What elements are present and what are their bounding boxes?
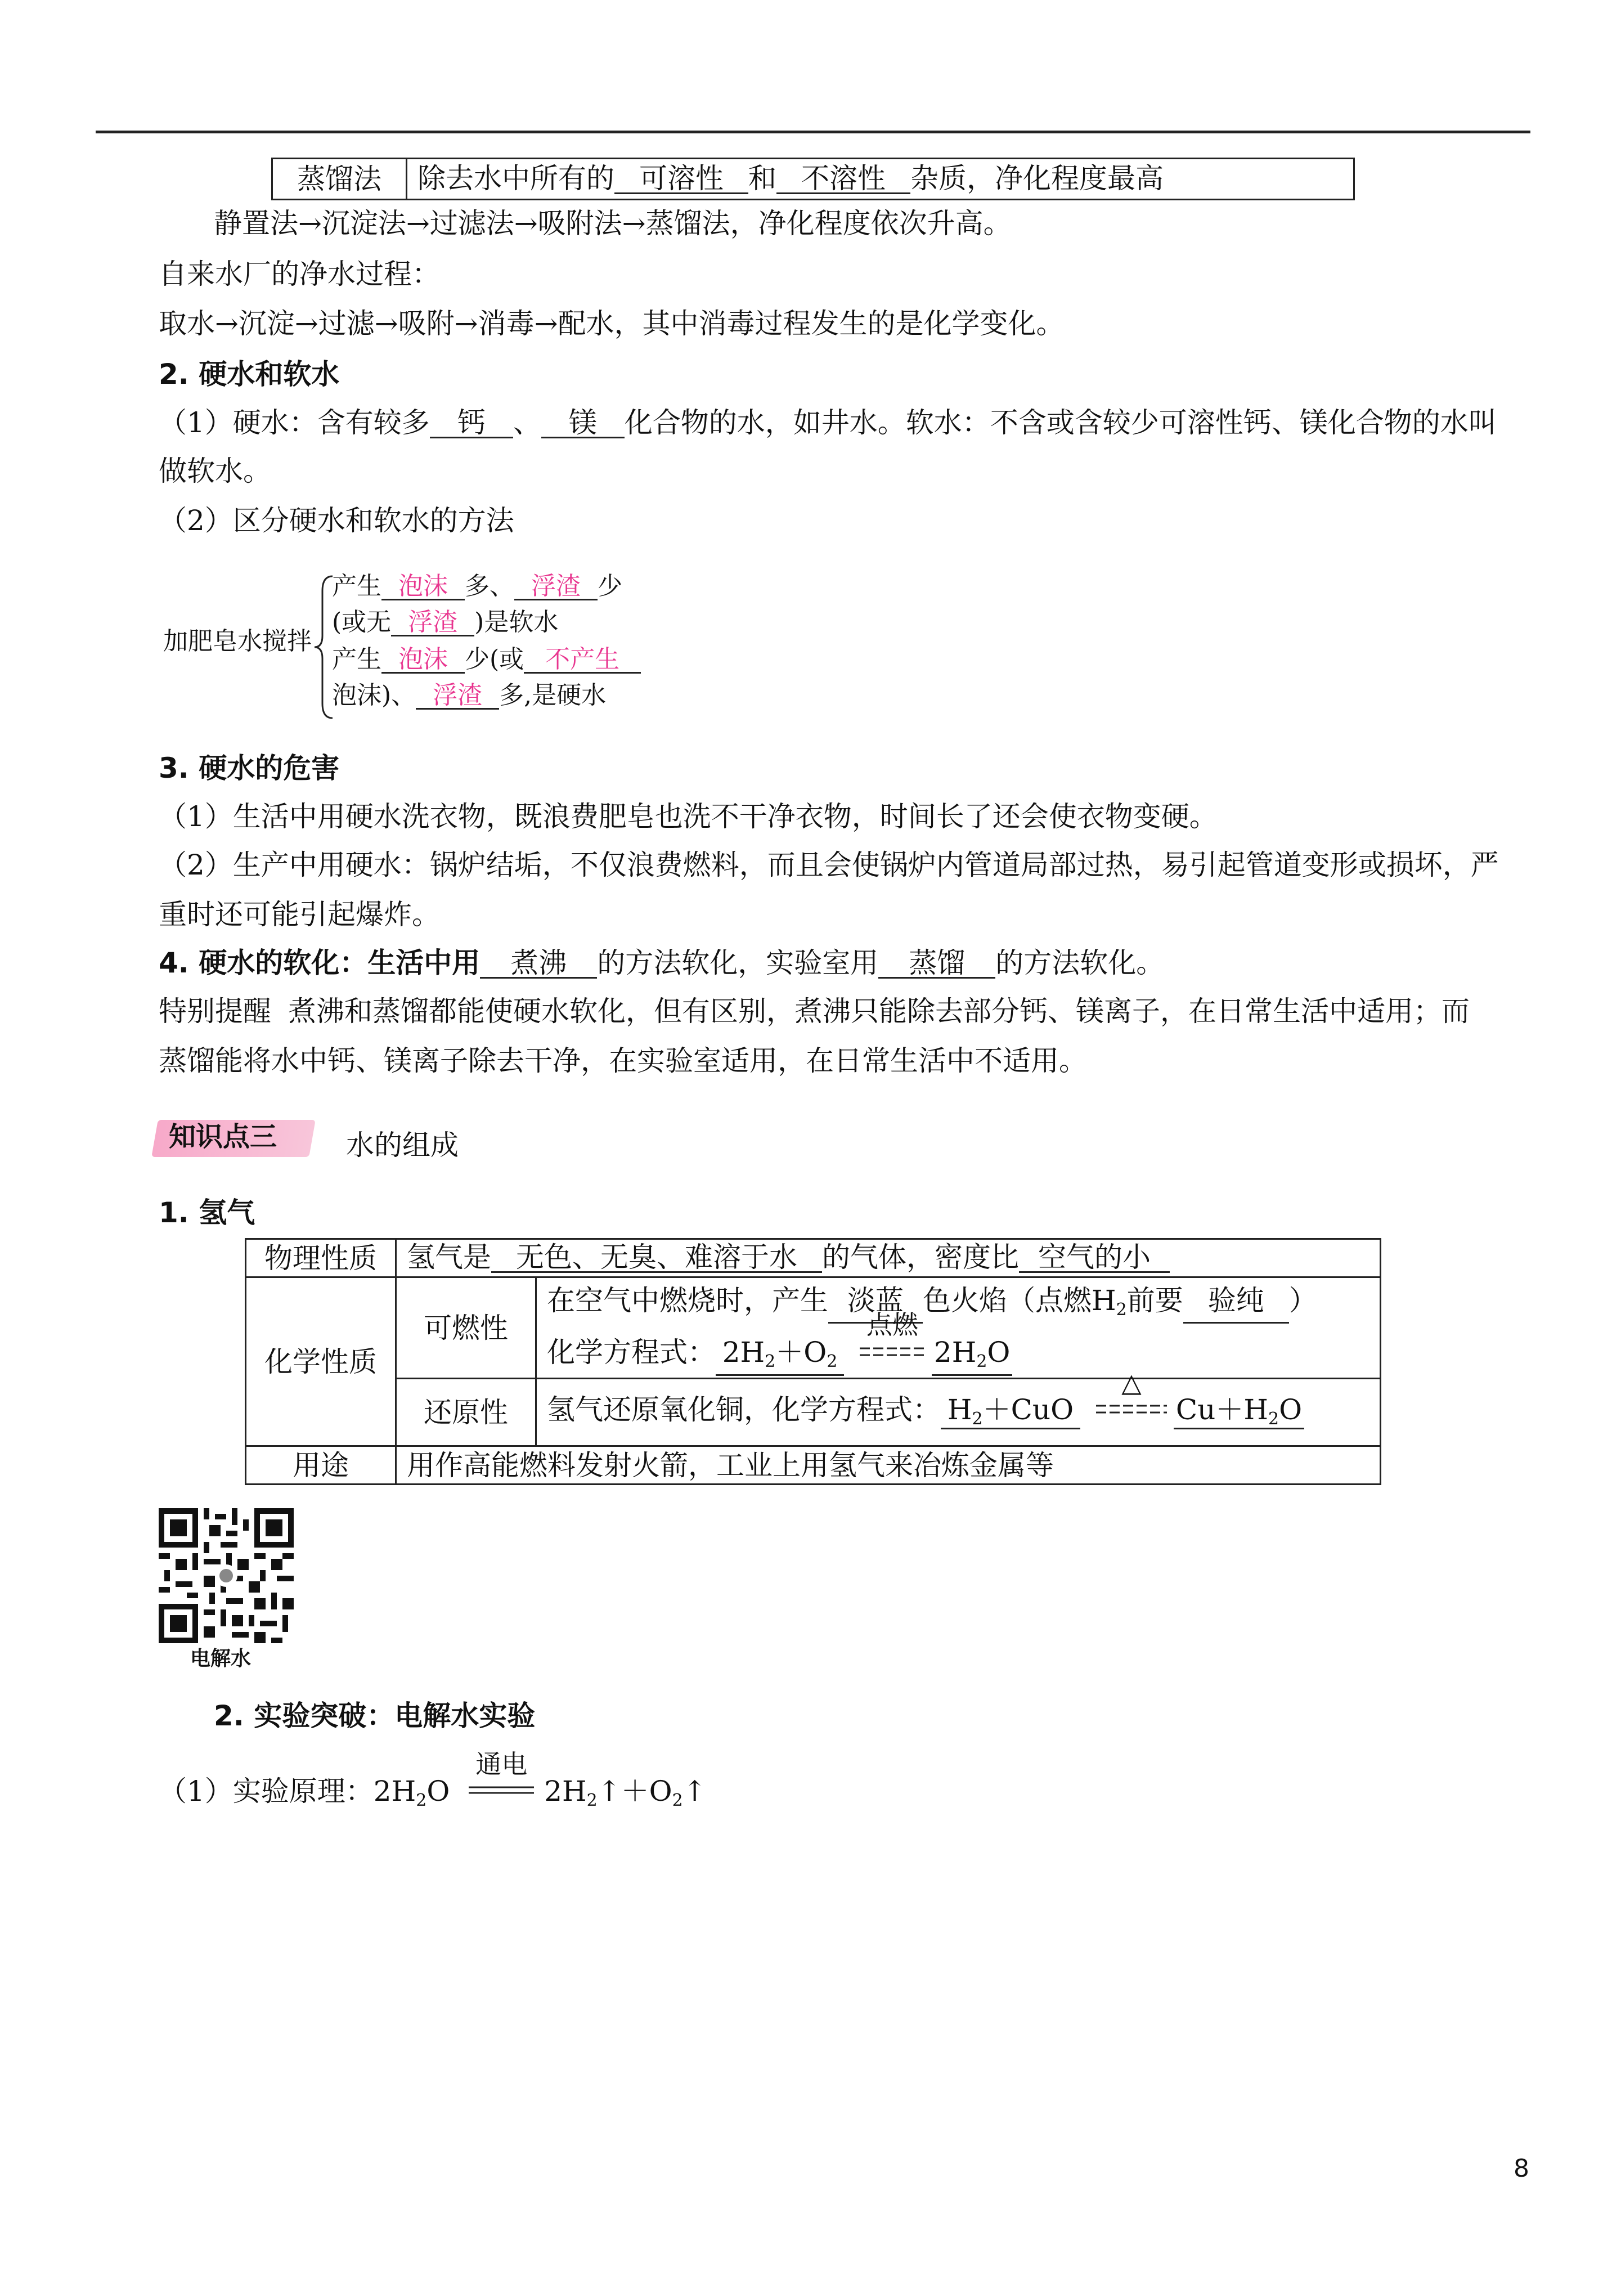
comb-line-2 <box>547 1310 1369 1376</box>
blank-density: 空气的小 <box>1019 1243 1170 1273</box>
blank-foam-2: 泡沫 <box>381 647 465 674</box>
experiment-principle <box>159 1749 707 1810</box>
soap-row-2 <box>332 610 558 636</box>
comb-h2-sub: 2 <box>1116 1300 1127 1320</box>
comb-f: ） <box>1288 1284 1317 1317</box>
soften-c: 的方法软化，实验室用 <box>597 947 879 979</box>
blank-phys-props: 无色、无臭、难溶于水 <box>491 1243 822 1273</box>
red-left-blank <box>941 1393 1080 1429</box>
harm-title: 3. 硬水的危害 <box>159 752 340 784</box>
distinguish-title: （2）区分硬水和软水的方法 <box>159 504 514 537</box>
blank-foam-1: 泡沫 <box>381 574 465 600</box>
harm-p2b: 重时还可能引起爆炸。 <box>159 898 440 931</box>
soap-r1-c: 多、 <box>465 572 514 600</box>
soap-row-4 <box>332 683 606 710</box>
phys-label: 物理性质 <box>264 1241 377 1275</box>
desc-pre: 除去水中所有的 <box>417 162 614 195</box>
qr-caption: 电解水 <box>190 1647 252 1670</box>
section-title: 水的组成 <box>346 1129 459 1162</box>
tip-text-1: 煮沸和蒸馏都能使硬水软化，但有区别，煮沸只能除去部分钙、镁离子，在日常生活中适用；而 <box>288 995 1470 1028</box>
hydrogen-title: 1. 氢气 <box>159 1196 255 1229</box>
use-label-cell <box>246 1446 396 1485</box>
header-rule <box>96 131 1530 133</box>
tip-line-1 <box>159 995 1470 1028</box>
chem-label: 化学性质 <box>264 1345 377 1378</box>
eq1-right: 2H <box>933 1336 977 1369</box>
blank-flame-color: 淡蓝 <box>828 1280 923 1324</box>
soap-r3-c: 少(或 <box>465 645 524 674</box>
principle-a: （1）实验原理：2H <box>159 1775 416 1808</box>
comb-content <box>536 1277 1381 1379</box>
comb-c: 色火焰（点燃 <box>923 1284 1092 1317</box>
distillation-table <box>271 158 1355 200</box>
eq1-left: 2H <box>722 1336 765 1369</box>
blank-magnesium: 镁 <box>541 409 625 438</box>
hard-def-sep: 、 <box>513 406 541 439</box>
hard-def-a: （1）硬水：含有较多 <box>159 406 430 439</box>
blank-insoluble: 不溶性 <box>776 164 910 194</box>
desc-mid: 和 <box>748 162 776 195</box>
principle-sub-c: 2 <box>672 1791 683 1810</box>
harm-p1: （1）生活中用硬水洗衣物，既浪费肥皂也洗不干净衣物，时间长了还会使衣物变硬。 <box>159 800 1218 833</box>
phys-a: 氢气是 <box>407 1241 491 1273</box>
principle-b: O <box>426 1775 450 1808</box>
use-content <box>396 1446 1381 1485</box>
comb-a: 在空气中燃烧时，产生 <box>547 1284 828 1317</box>
hard-water-title: 2. 硬水和软水 <box>159 358 340 391</box>
eq1-sub-c: 2 <box>976 1352 987 1371</box>
plant-title: 自来水厂的净水过程： <box>159 258 440 290</box>
red-left-cuo: ＋CuO <box>982 1393 1074 1426</box>
soap-row-3 <box>332 647 641 674</box>
plant-steps: 取水→沉淀→过滤→吸附→消毒→配水，其中消毒过程发生的是化学变化。 <box>159 307 1065 340</box>
eq1-right-o: O <box>987 1336 1011 1369</box>
eq1-label: 化学方程式： <box>547 1336 716 1369</box>
harm-p2a: （2）生产中用硬水：锅炉结垢，不仅浪费燃料，而且会使锅炉内管道局部过热，易引起管道变形或损坏，严 <box>159 849 1499 881</box>
red-a: 氢气还原氧化铜，化学方程式： <box>547 1393 941 1426</box>
blank-scum-3: 浮渣 <box>416 683 499 710</box>
use-label: 用途 <box>293 1449 349 1482</box>
soap-r4-c: 多,是硬水 <box>499 681 607 710</box>
red-content <box>536 1367 1381 1446</box>
soap-r1-e: 少 <box>598 572 622 600</box>
red-sub-a: 2 <box>972 1409 983 1429</box>
principle-d: ↑＋O <box>597 1775 672 1808</box>
blank-distill: 蒸馏 <box>878 949 995 979</box>
eq1-right-blank <box>932 1331 1013 1376</box>
qr-code-icon[interactable] <box>159 1508 294 1643</box>
hard-water-definition <box>159 406 1497 439</box>
soften-e: 的方法软化。 <box>995 947 1165 979</box>
blank-boil: 煮沸 <box>480 949 597 979</box>
soap-r3-a: 产生 <box>332 645 381 674</box>
use-text: 用作高能燃料发射火箭，工业上用氢气来冶炼金属等 <box>407 1449 1054 1482</box>
soap-r2-c: )是软水 <box>474 608 559 636</box>
hard-def-continued: 做软水。 <box>159 455 271 487</box>
red-sub-b: 2 <box>1268 1409 1279 1429</box>
phys-c: 的气体，密度比 <box>822 1241 1019 1273</box>
principle-condition: 通电 <box>475 1749 528 1779</box>
blank-purity-test: 验纯 <box>1183 1280 1289 1324</box>
red-condition: △ <box>1121 1367 1142 1398</box>
method-name: 蒸馏法 <box>297 163 381 195</box>
desc-post: 杂质，净化程度最高 <box>910 162 1164 195</box>
blank-no-foam: 不产生 <box>524 647 641 674</box>
experiment-title: 2. 实验突破：电解水实验 <box>214 1699 536 1732</box>
tip-label: 特别提醒 <box>159 995 271 1028</box>
red-right-o: O <box>1279 1393 1303 1426</box>
method-cell <box>272 159 407 200</box>
principle-c: 2H <box>544 1775 587 1808</box>
blank-soluble: 可溶性 <box>614 164 748 194</box>
chem-label-cell <box>246 1277 396 1446</box>
blank-scum-2: 浮渣 <box>391 610 474 636</box>
red-label: 还原性 <box>424 1396 508 1429</box>
soap-test-label: 加肥皂水搅拌 <box>163 627 312 656</box>
soften-a: 4. 硬水的软化：生活中用 <box>159 947 481 979</box>
double-line-icon <box>468 1778 535 1801</box>
eq1-plus: ＋O <box>775 1336 827 1369</box>
brace-icon <box>312 574 335 720</box>
eq1-sub-a: 2 <box>765 1352 776 1371</box>
comb-h2: H <box>1092 1284 1116 1317</box>
red-right: Cu＋H <box>1175 1393 1268 1426</box>
red-left: H <box>947 1393 972 1426</box>
red-right-blank <box>1174 1393 1304 1429</box>
eq1-arrow <box>859 1310 926 1374</box>
method-desc-cell <box>407 159 1354 200</box>
soap-r2-a: (或无 <box>332 608 392 636</box>
eq1-left-blank <box>716 1331 844 1376</box>
hydrogen-table <box>245 1238 1381 1485</box>
blank-scum-1: 浮渣 <box>514 574 598 600</box>
purification-order: 静置法→沉淀法→过滤法→吸附法→蒸馏法，净化程度依次升高。 <box>214 207 1012 240</box>
principle-e: ↑ <box>682 1775 707 1808</box>
principle-sub-a: 2 <box>416 1791 427 1810</box>
red-label-cell <box>396 1379 536 1446</box>
eq1-condition: 点燃 <box>866 1310 918 1340</box>
eq1-sub-b: 2 <box>827 1352 838 1371</box>
red-arrow <box>1095 1367 1168 1424</box>
comb-line-1 <box>547 1280 1369 1324</box>
phys-content <box>396 1239 1381 1277</box>
soap-row-1 <box>332 574 622 600</box>
comb-label: 可燃性 <box>424 1311 508 1344</box>
blank-calcium: 钙 <box>430 409 513 438</box>
section-badge: 知识点三 <box>169 1121 277 1153</box>
soap-r1-a: 产生 <box>332 572 381 600</box>
softening <box>159 949 1164 979</box>
comb-d: 前要 <box>1126 1284 1183 1317</box>
phys-label-cell <box>246 1239 396 1277</box>
double-line-icon <box>1095 1397 1168 1419</box>
principle-sub-b: 2 <box>586 1791 598 1810</box>
page-number: 8 <box>1514 2154 1529 2183</box>
tip-text-2: 蒸馏能将水中钙、镁离子除去干净，在实验室适用，在日常生活中不适用。 <box>159 1044 1087 1077</box>
principle-arrow <box>468 1749 535 1805</box>
hard-def-b: 化合物的水，如井水。软水：不含或含较少可溶性钙、镁化合物的水叫 <box>624 406 1497 439</box>
soap-r4-a: 泡沫)、 <box>332 681 416 710</box>
comb-label-cell <box>396 1277 536 1379</box>
